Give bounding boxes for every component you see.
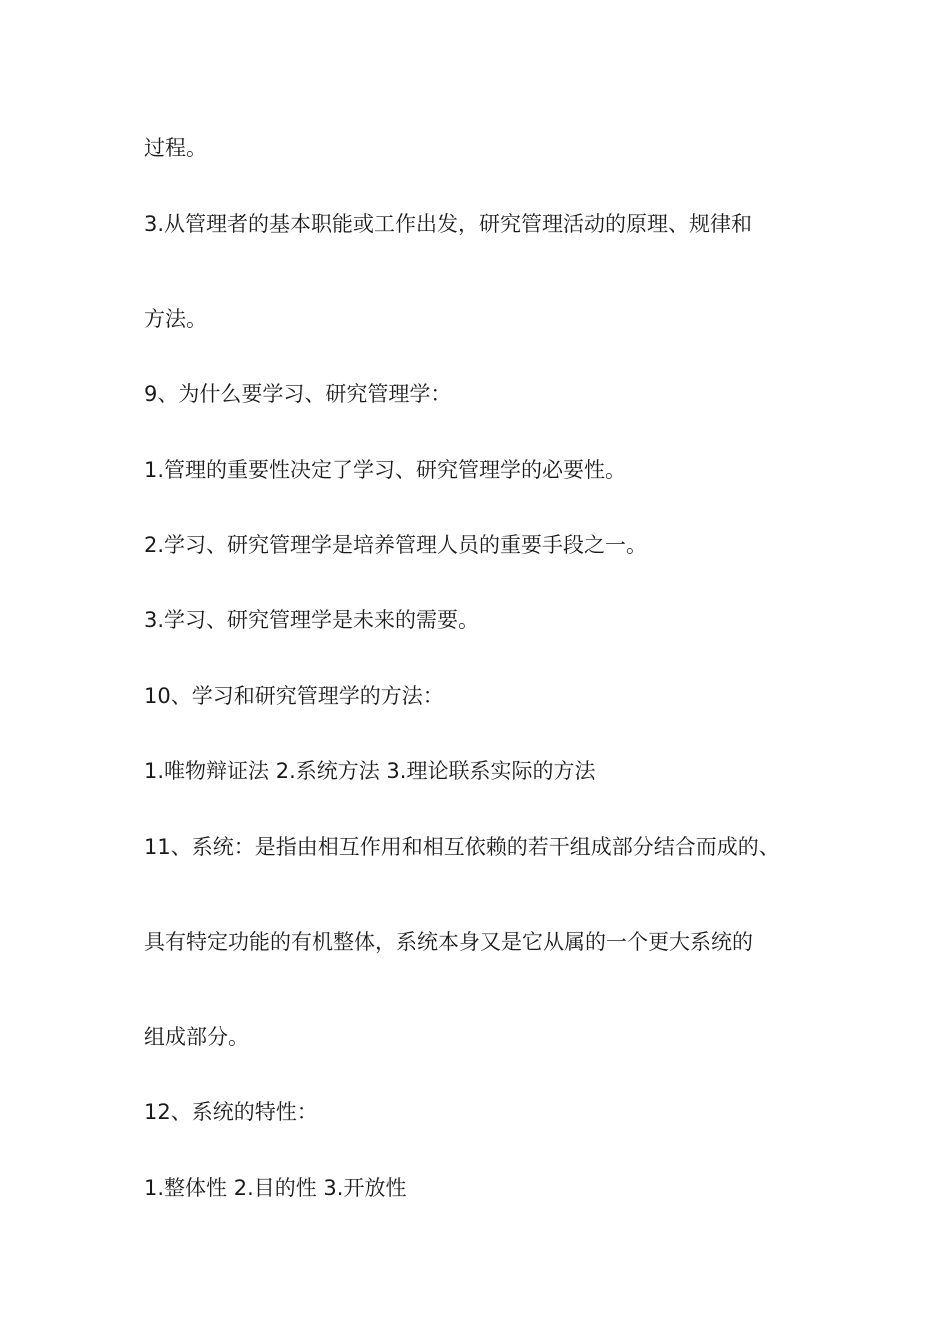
section-heading: 9、为什么要学习、研究管理学： [144, 382, 452, 406]
text-line: 过程。 [144, 136, 207, 160]
text-line: 3.学习、研究管理学是未来的需要。 [144, 608, 480, 632]
section-heading: 10、学习和研究管理学的方法： [144, 684, 444, 708]
text-line: 1.唯物辩证法 2.系统方法 3.理论联系实际的方法 [144, 759, 596, 783]
text-line: 组成部分。 [144, 1025, 249, 1049]
text-line: 方法。 [144, 307, 207, 331]
section-heading: 11、系统：是指由相互作用和相互依赖的若干组成部分结合而成的、 [144, 835, 780, 859]
text-line: 1.管理的重要性决定了学习、研究管理学的必要性。 [144, 458, 627, 482]
text-line: 具有特定功能的有机整体，系统本身又是它从属的一个更大系统的 [144, 930, 753, 954]
section-heading: 12、系统的特性： [144, 1100, 318, 1124]
text-line: 1.整体性 2.目的性 3.开放性 [144, 1176, 407, 1200]
text-line: 2.学习、研究管理学是培养管理人员的重要手段之一。 [144, 533, 648, 557]
text-line: 3.从管理者的基本职能或工作出发，研究管理活动的原理、规律和 [144, 212, 753, 236]
